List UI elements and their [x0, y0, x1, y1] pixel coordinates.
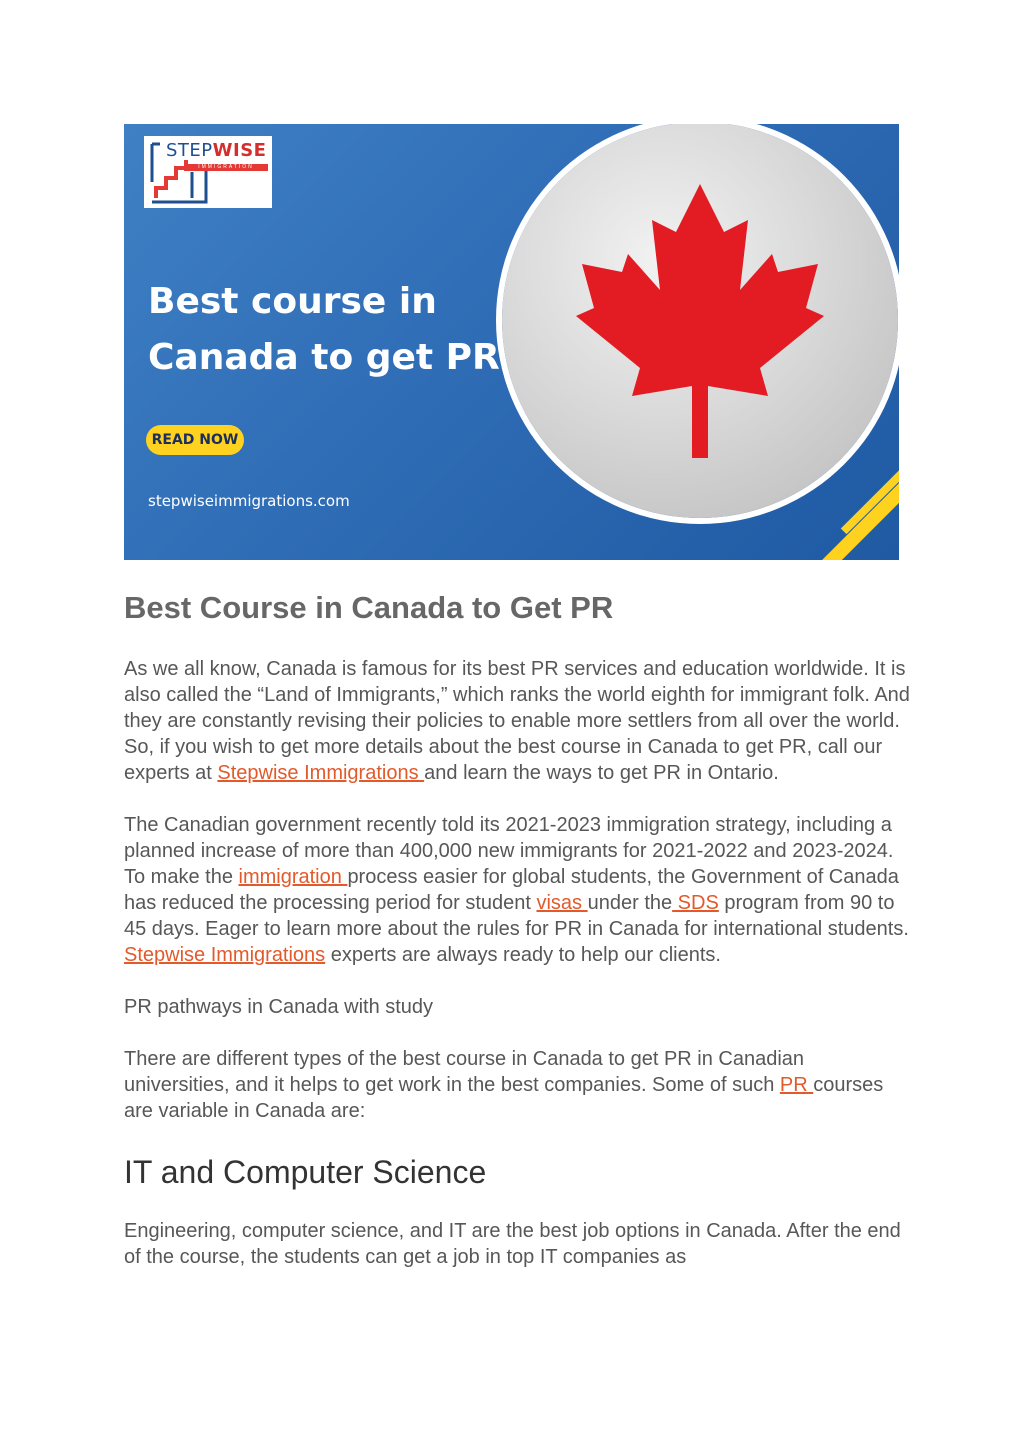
pr-link[interactable]: PR [779, 1074, 814, 1096]
paragraph-text: There are different types of the best course in Canada to get PR in Canadian universities, and it helps to get work in the best companies. Some of such [124, 1048, 805, 1096]
banner-headline-line1: Best course in [148, 281, 437, 322]
banner-url: stepwiseimmigrations.com [148, 492, 350, 510]
article-body [124, 580, 914, 1270]
stepwise-immigrations-link[interactable]: Stepwise Immigrations [217, 762, 425, 784]
banner-headline [148, 274, 500, 386]
read-now-button[interactable]: READ NOW [146, 425, 244, 455]
logo-wordmark [166, 140, 266, 161]
immigration-link[interactable]: immigration [238, 866, 348, 888]
paragraph-text: As we all know, Canada is famous for its best PR services and education worldwide. It is also called the “Land of Immigrants,” which ranks the world eighth for immigrant folk. And they are constantly revising their policies to enable more settlers from all over the world. So, if you wish to get more details about the best course in Canada to get PR, call our experts at [124, 658, 910, 784]
logo-subtitle: IMMIGRATION [184, 164, 268, 171]
section-heading: IT and Computer Science [124, 1154, 487, 1190]
paragraph-it: Engineering, computer science, and IT are the best job options in Canada. After the end of the course, the students can get a job in top IT companies as [124, 1220, 901, 1268]
paragraph-intro [124, 656, 914, 786]
stepwise-immigrations-link-2[interactable]: Stepwise Immigrations [124, 944, 326, 966]
logo-step-text: STEP [166, 140, 213, 161]
paragraph-text: and learn the ways to get PR in Ontario. [424, 762, 779, 784]
paragraph-courses [124, 1046, 914, 1124]
flag-circle [502, 124, 898, 518]
maple-leaf-icon [502, 124, 898, 518]
paragraph-text: under the [587, 892, 673, 914]
hero-banner [124, 124, 899, 560]
paragraph-text: process easier for global students, the Government of Canada has reduced the processing period for student [124, 866, 899, 914]
logo-wise-text: WISE [212, 140, 267, 161]
paragraph-strategy [124, 812, 914, 968]
paragraph-text: program from 90 to 45 days. Eager to learn more about the rules for PR in Canada for international students. [124, 892, 909, 940]
paragraph-text: courses are variable in Canada are: [124, 1074, 884, 1122]
stepwise-logo [144, 136, 272, 208]
article-title: Best Course in Canada to Get PR [124, 590, 614, 625]
sds-link[interactable]: SDS [672, 892, 719, 914]
paragraph-pathways: PR pathways in Canada with study [124, 996, 434, 1018]
paragraph-text: The Canadian government recently told its 2021-2023 immigration strategy, including a planned increase of more than 400,000 new immigrants for 2021-2022 and 2023-2024. To make the [124, 814, 894, 888]
paragraph-text: experts are always ready to help our clients. [325, 944, 721, 966]
visas-link[interactable]: visas [536, 892, 588, 914]
banner-headline-line2: Canada to get PR [148, 337, 500, 378]
